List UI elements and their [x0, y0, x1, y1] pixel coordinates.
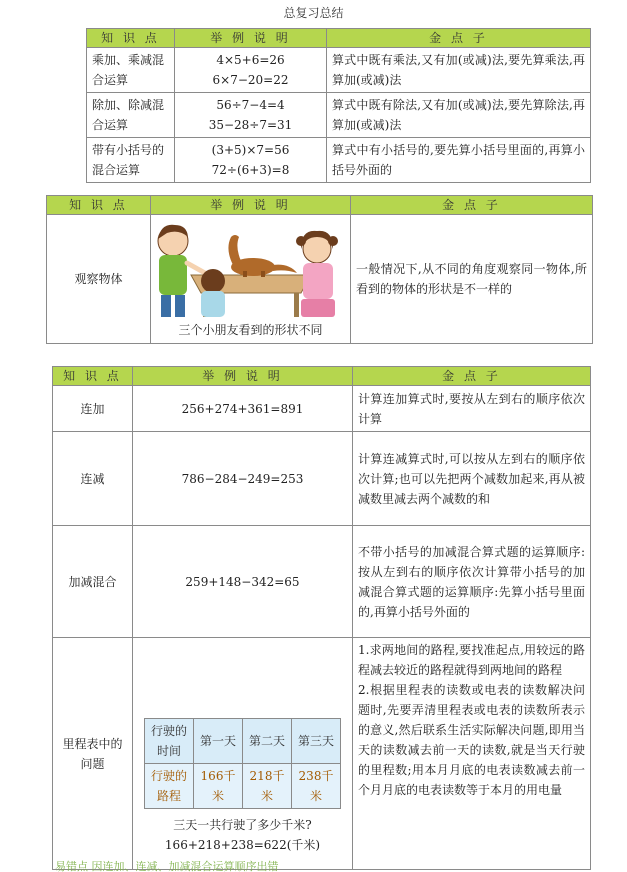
children-observing-dinosaur-illustration	[151, 215, 349, 319]
example-cell	[175, 138, 327, 183]
tip-cell: 计算连加算式时,要按从左到右的顺序依次计算	[353, 386, 591, 432]
example-cell	[175, 93, 327, 138]
table-row	[53, 432, 591, 526]
example-cell: 786−284−249=253	[133, 432, 353, 526]
example-line: 72÷(6+3)=8	[211, 163, 290, 177]
mileage-answer: 166+218+238=622(千米)	[164, 838, 321, 852]
mileage-distance: 166千米	[194, 764, 243, 809]
mileage-distance: 218千米	[243, 764, 292, 809]
example-line: 35−28÷7=31	[208, 118, 293, 132]
tip-paragraph: 1.求两地间的路程,要找准起点,用较远的路程减去较近的路程就得到两地间的路程	[358, 643, 585, 677]
illustration-caption: 三个小朋友看到的形状不同	[178, 323, 323, 337]
table-row	[87, 93, 591, 138]
topic-cell: 里程表中的问题	[53, 638, 133, 870]
example-line: (3+5)×7=56	[211, 143, 290, 157]
tip-cell: 算式中既有除法,又有加(或减)法,要先算除法,再算加(或减)法	[327, 93, 591, 138]
mileage-distance: 238千米	[292, 764, 341, 809]
table-row	[47, 215, 593, 344]
header-example: 举 例 说 明	[133, 367, 353, 386]
table-observe-objects	[46, 195, 593, 344]
topic-cell: 观察物体	[47, 215, 151, 344]
header-knowledge: 知 识 点	[87, 29, 175, 48]
header-knowledge: 知 识 点	[47, 196, 151, 215]
bottom-error-note: 易错点 因连加、连减、加减混合运算顺序出错	[55, 860, 279, 872]
tip-cell: 算式中有小括号的,要先算小括号里面的,再算小括号外面的	[327, 138, 591, 183]
mileage-day: 第三天	[292, 719, 341, 764]
table-mixed-operations	[86, 28, 591, 183]
table-add-subtract	[52, 366, 591, 870]
mileage-day: 第二天	[243, 719, 292, 764]
topic-cell: 加减混合	[53, 526, 133, 638]
tip-cell: 不带小括号的加减混合算式题的运算顺序:按从左到右的顺序依次计算带小括号的加减混合算式题的运算顺序:先算小括号里面的,再算小括号外面的	[353, 526, 591, 638]
example-line: 4×5+6=26	[216, 53, 285, 67]
table-header-row	[53, 367, 591, 386]
header-tips: 金 点 子	[327, 29, 591, 48]
tip-cell: 计算连减算式时,可以按从左到右的顺序依次计算;也可以先把两个减数加起来,再从被减数里减去两个减数的和	[353, 432, 591, 526]
mileage-table	[144, 718, 341, 809]
example-line: 6×7−20=22	[212, 73, 289, 87]
mileage-day: 第一天	[194, 719, 243, 764]
table-row	[87, 48, 591, 93]
tip-cell: 算式中既有乘法,又有加(或减)法,要先算乘法,再算加(或减)法	[327, 48, 591, 93]
table-row	[53, 386, 591, 432]
mileage-example-cell	[133, 638, 353, 870]
topic-cell: 除加、除减混合运算	[87, 93, 175, 138]
illustration-cell	[151, 215, 351, 344]
mileage-row-label: 行驶的路程	[145, 764, 194, 809]
topic-cell: 带有小括号的混合运算	[87, 138, 175, 183]
example-cell	[175, 48, 327, 93]
page-title: 总复习总结	[283, 6, 344, 20]
table-header-row	[87, 29, 591, 48]
header-tips: 金 点 子	[353, 367, 591, 386]
tip-cell: 一般情况下,从不同的角度观察同一物体,所看到的物体的形状是不一样的	[351, 215, 593, 344]
header-tips: 金 点 子	[351, 196, 593, 215]
table-row	[53, 526, 591, 638]
topic-cell: 连加	[53, 386, 133, 432]
table-row	[53, 638, 591, 870]
tip-paragraph: 2.根据里程表的读数或电表的读数解决问题时,先要弄清里程表或电表的读数所表示的意义,然后联系生活实际解决问题,即用当天的读数减去前一天的读数,就是当天行驶的里程数;用本月月底的电表读数减去前一个月月底的电表读数等于本月的用电量	[358, 683, 585, 797]
example-line: 56÷7−4=4	[216, 98, 285, 112]
header-example: 举 例 说 明	[151, 196, 351, 215]
example-cell: 256+274+361=891	[133, 386, 353, 432]
mileage-row-label: 行驶的时间	[145, 719, 194, 764]
table-row	[87, 138, 591, 183]
topic-cell: 连减	[53, 432, 133, 526]
example-cell: 259+148−342=65	[133, 526, 353, 638]
table-header-row	[47, 196, 593, 215]
header-example: 举 例 说 明	[175, 29, 327, 48]
header-knowledge: 知 识 点	[53, 367, 133, 386]
tip-cell	[353, 638, 591, 870]
topic-cell: 乘加、乘减混合运算	[87, 48, 175, 93]
mileage-question: 三天一共行驶了多少千米?	[173, 818, 312, 832]
